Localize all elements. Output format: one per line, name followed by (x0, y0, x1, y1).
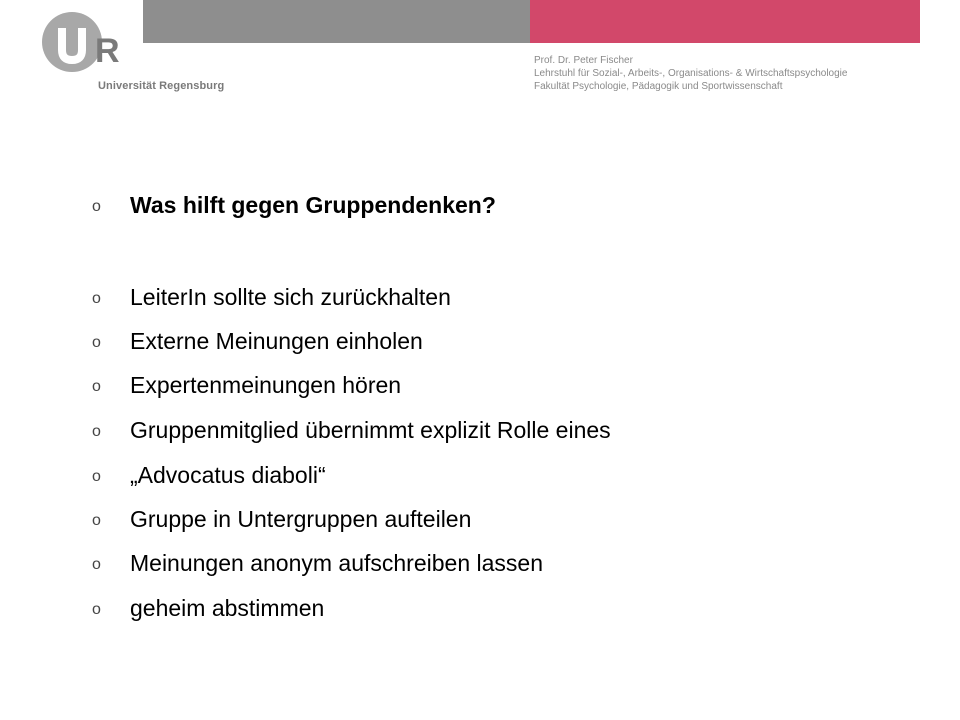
bullet-marker: o (92, 512, 101, 529)
list-item-text: LeiterIn sollte sich zurückhalten (130, 284, 451, 310)
bullet-marker: o (92, 334, 101, 351)
bullet-marker: o (92, 423, 101, 440)
university-name: Universität Regensburg (98, 80, 225, 92)
list-item-text: „Advocatus diaboli“ (130, 462, 326, 488)
list-item-text: Meinungen anonym aufschreiben lassen (130, 550, 543, 576)
bullet-marker: o (92, 601, 101, 618)
list-item-text: Gruppenmitglied übernimmt explizit Rolle eines (130, 417, 611, 443)
bullet-marker: o (92, 556, 101, 573)
svg-text:R: R (95, 32, 120, 70)
university-logo (40, 10, 230, 100)
bullet-marker: o (92, 378, 101, 395)
list-item-text: geheim abstimmen (130, 595, 325, 621)
slide-heading: Was hilft gegen Gruppendenken? (130, 192, 496, 218)
ur-logo-icon (40, 10, 160, 80)
bullet-marker: o (92, 198, 101, 215)
list-item-text: Expertenmeinungen hören (130, 372, 402, 398)
header-pink-bar (530, 0, 920, 43)
list-item-text: Gruppe in Untergruppen aufteilen (130, 506, 472, 532)
author-info (534, 54, 847, 93)
list-item-text: Externe Meinungen einholen (130, 328, 423, 354)
author-chair: Lehrstuhl für Sozial-, Arbeits-, Organisations- & Wirtschaftspsychologie (534, 68, 848, 79)
author-name: Prof. Dr. Peter Fischer (534, 55, 633, 66)
author-faculty: Fakultät Psychologie, Pädagogik und Sportwissenschaft (534, 81, 783, 92)
bullet-marker: o (92, 468, 101, 485)
bullet-marker: o (92, 290, 101, 307)
